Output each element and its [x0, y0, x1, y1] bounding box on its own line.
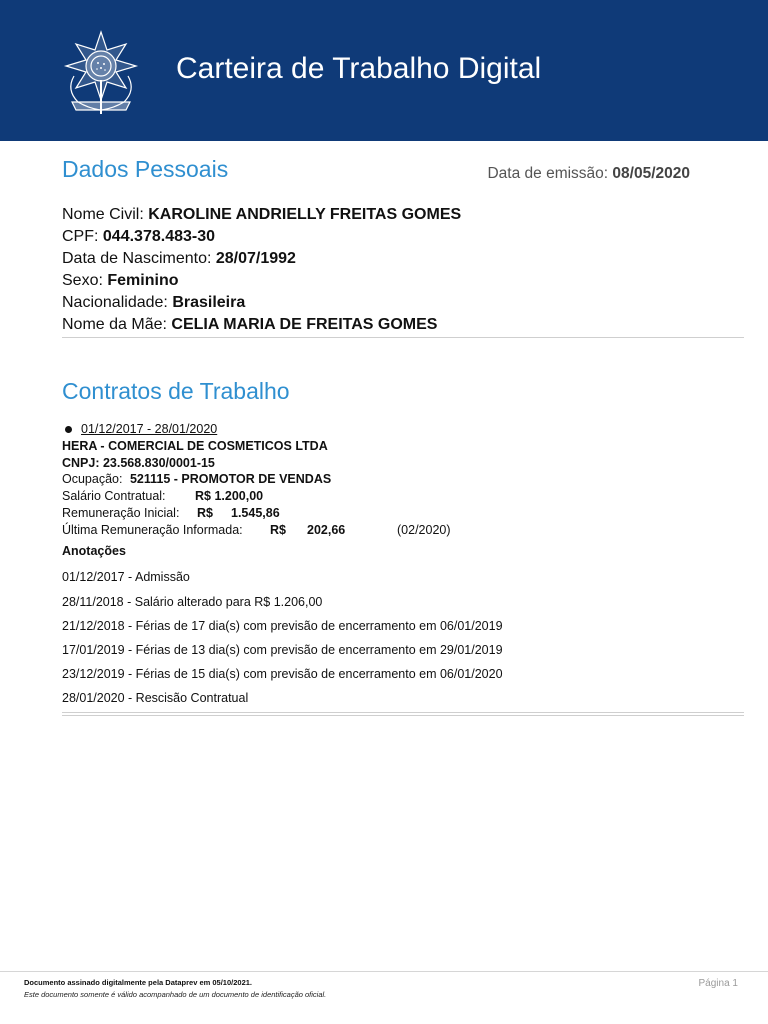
field-value: KAROLINE ANDRIELLY FREITAS GOMES	[148, 206, 462, 223]
note-item: 01/12/2017 - Admissão	[62, 570, 190, 584]
field-label: CPF:	[62, 228, 99, 245]
field-value: CELIA MARIA DE FREITAS GOMES	[171, 316, 438, 333]
section-divider	[62, 715, 744, 716]
footer-divider	[0, 971, 768, 972]
contracts-heading: Contratos de Trabalho	[62, 378, 290, 404]
section-divider	[62, 337, 744, 338]
field-cpf	[62, 228, 215, 246]
field-label: Nacionalidade:	[62, 294, 168, 311]
last-remuneration-value: 202,66	[307, 523, 346, 537]
note-item: 28/11/2018 - Salário alterado para R$ 1.206,00	[62, 595, 323, 609]
field-label: Nome Civil:	[62, 206, 144, 223]
footer-signature-note: Documento assinado digitalmente pela Dataprev em 05/10/2021.	[24, 978, 253, 987]
occupation-value: 521115 - PROMOTOR DE VENDAS	[129, 472, 332, 486]
bullet-icon	[65, 426, 72, 433]
note-item: 21/12/2018 - Férias de 17 dia(s) com previsão de encerramento em 06/01/2019	[62, 619, 503, 633]
header-banner	[0, 0, 768, 141]
last-remuneration-currency: R$	[270, 523, 286, 537]
field-sex	[62, 272, 178, 290]
brazil-coat-of-arms-icon	[60, 28, 142, 116]
field-name	[62, 206, 461, 224]
last-remuneration	[62, 523, 462, 539]
note-item: 23/12/2019 - Férias de 15 dia(s) com previsão de encerramento em 06/01/2020	[62, 667, 503, 681]
field-birthdate	[62, 250, 296, 268]
personal-data-heading: Dados Pessoais	[62, 156, 229, 182]
note-item: 28/01/2020 - Rescisão Contratual	[62, 691, 249, 705]
initial-remuneration-label: Remuneração Inicial:	[62, 506, 180, 520]
salary-value: R$ 1.200,00	[195, 489, 264, 503]
field-label: Nome da Mãe:	[62, 316, 167, 333]
contract-salary	[62, 489, 264, 503]
notes-heading: Anotações	[62, 544, 126, 558]
page-number: Página 1	[698, 978, 738, 989]
initial-remuneration	[62, 506, 280, 520]
issue-date	[487, 165, 690, 183]
field-mother-name	[62, 316, 437, 334]
field-value: 044.378.483-30	[102, 228, 216, 245]
issue-date-value: 08/05/2020	[612, 165, 690, 182]
company-cnpj: CNPJ: 23.568.830/0001-15	[62, 456, 215, 470]
field-value: 28/07/1992	[215, 250, 296, 267]
last-remuneration-reference: (02/2020)	[397, 523, 451, 537]
company-name: HERA - COMERCIAL DE COSMETICOS LTDA	[62, 439, 328, 453]
page-title: Carteira de Trabalho Digital	[176, 52, 542, 85]
note-item: 17/01/2019 - Férias de 13 dia(s) com previsão de encerramento em 29/01/2019	[62, 643, 503, 657]
field-value: Brasileira	[172, 294, 246, 311]
initial-remuneration-currency: R$	[197, 506, 213, 520]
occupation-label: Ocupação:	[62, 472, 123, 486]
salary-label: Salário Contratual:	[62, 489, 166, 503]
section-divider	[62, 712, 744, 713]
contract-period: 01/12/2017 - 28/01/2020	[81, 422, 218, 436]
footer-validity-note: Este documento somente é válido acompanhado de um documento de identificação oficial.	[24, 990, 327, 999]
field-value: Feminino	[107, 272, 179, 289]
initial-remuneration-value: 1.545,86	[231, 506, 280, 520]
field-label: Sexo:	[62, 272, 103, 289]
last-remuneration-label: Última Remuneração Informada:	[62, 523, 243, 537]
issue-date-label: Data de emissão:	[487, 165, 609, 182]
field-nationality	[62, 294, 245, 312]
field-label: Data de Nascimento:	[62, 250, 212, 267]
occupation	[62, 472, 331, 486]
